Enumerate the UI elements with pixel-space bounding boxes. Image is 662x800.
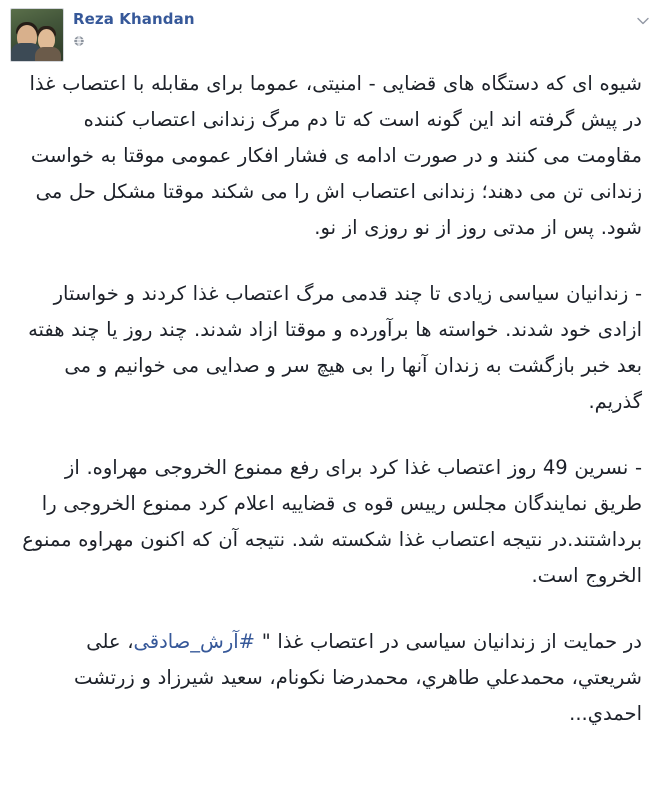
post-paragraph-1: شیوه ای که دستگاه های قضایی - امنیتی، عموما برای مقابله با اعتصاب غذا در پیش گرفته اند این گونه است که تا دم مرگ زندانی اعتصاب کننده مقاومت می کنند و در صورت ادامه ی فشار افکار عمومی موقتا به خواست زندانی تن می دهند؛ زندانی اعتصاب اش را می شکند موقتا مشکل حل می شود. پس از مدتی روز از نو روزی از نو. (29, 72, 642, 239)
post-body (0, 62, 662, 742)
post-paragraph-4 (18, 624, 642, 732)
post-header (0, 0, 662, 62)
post-paragraph-4-before: در حمایت از زندانیان سیاسی در اعتصاب غذا " (255, 630, 642, 653)
globe-icon (73, 32, 85, 44)
post-meta-row (73, 32, 652, 44)
avatar-shape-body-b (35, 47, 61, 61)
avatar[interactable] (10, 8, 64, 62)
post-menu-chevron-down-icon[interactable] (636, 14, 650, 28)
post-paragraph-2: - زندانیان سیاسی زیادی تا چند قدمی مرگ اعتصاب غذا کردند و خواستار ازادی خود شدند. خواسته ها برآورده و موقتا ازاد شدند. چند روز یا چند هفته بعد خبر بازگشت به زندان آنها را بی هیچ سر و صدایی می خوانیم و می گذریم. (28, 282, 642, 413)
post-header-text (64, 8, 652, 44)
post-hashtag-link[interactable]: #آرش_صادقی (133, 630, 256, 653)
post-paragraph-3: - نسرین 49 روز اعتصاب غذا کرد برای رفع ممنوع الخروجی مهراوه. از طریق نمایندگان مجلس رییس قوه ی قضاییه اعلام کرد ممنوع الخروجی را برداشتند.در نتیجه اعتصاب غذا شکسته شد. نتیجه آن که اکنون مهراوه ممنوع الخروج است. (22, 456, 642, 587)
post-paragraph-4-after: ، علی شریعتي، محمدعلي طاهري، محمدرضا نکونام، سعید شیرزاد و زرتشت احمدي... (74, 630, 642, 725)
post-author-name[interactable]: Reza Khandan (73, 10, 195, 28)
